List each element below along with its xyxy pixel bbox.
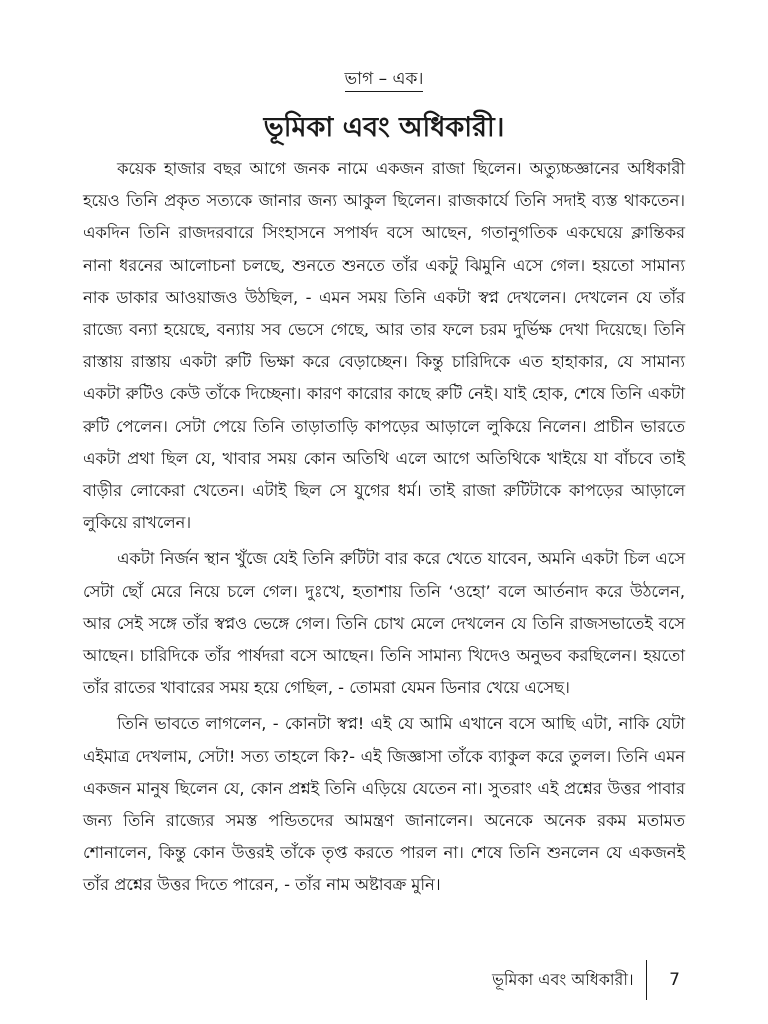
section-label-text: ভাগ – এক। xyxy=(345,69,424,92)
body-text xyxy=(83,153,685,906)
footer-divider xyxy=(646,960,648,1000)
paragraph-2: একটা নির্জন স্থান খুঁজে যেই তিনি রুটিটা বার করে খেতে যাবেন, অমনি একটা চিল এসে সেটা ছোঁ মেরে নিয়ে চলে গেল। দুঃখে, হতাশায় তিনি ‘ওহো’ বলে আর্তনাদ করে উঠলেন, আর সেই সঙ্গে তাঁর স্বপ্নও ভেঙ্গে গেল। তিনি চোখ মেলে দেখলেন যে তিনি রাজসভাতেই বসে আছেন। চারিদিকে তাঁর পার্ষদরা বসে আছেন। তিনি সামান্য খিদেও অনুভব করছিলেন। হয়তো তাঁর রাতের খাবারের সময় হয়ে গেছিল, - তোমরা যেমন ডিনার খেয়ে এসেছ। xyxy=(83,549,685,698)
running-title: ভূমিকা এবং অধিকারী। xyxy=(491,969,634,989)
section-label xyxy=(0,68,768,90)
chapter-title: ভূমিকা এবং অধিকারী। xyxy=(263,112,505,143)
paragraph-3: তিনি ভাবতে লাগলেন, - কোনটা স্বপ্ন! এই যে আমি এখানে বসে আছি এটা, নাকি যেটা এইমাত্র দেখলাম, সেটা! সত্য তাহলে কি?- এই জিজ্ঞাসা তাঁকে ব্যাকুল করে তুলল। তিনি এমন একজন মানুষ ছিলেন যে, কোন প্রশ্নই তিনি এড়িয়ে যেতেন না। সুতরাং এই প্রশ্নের উত্তর পাবার জন্য তিনি রাজ্যের সমস্ত পন্ডিতদের আমন্ত্রণ জানালেন। অনেকে অনেক রকম মতামত শোনালেন, কিন্তু কোন উত্তরই তাঁকে তৃপ্ত করতে পারল না। শেষে তিনি শুনলেন যে একজনই তাঁর প্রশ্নের উত্তর দিতে পারেন, - তাঁর নাম অষ্টাবক্র মুনি। xyxy=(83,714,685,895)
paragraph-1: কয়েক হাজার বছর আগে জনক নামে একজন রাজা ছিলেন। অত্যুচ্চজ্ঞানের অধিকারী হয়েও তিনি প্রকৃত সত্যকে জানার জন্য আকুল ছিলেন। রাজকার্যে তিনি সদাই ব্যস্ত থাকতেন। একদিন তিনি রাজদরবারে সিংহাসনে সপার্ষদ বসে আছেন, গতানুগতিক একঘেয়ে ক্লান্তিকর নানা ধরনের আলোচনা চলছে, শুনতে শুনতে তাঁর একটু ঝিমুনি এসে গেল। হয়তো সামান্য নাক ডাকার আওয়াজও উঠছিল, - এমন সময় তিনি একটা স্বপ্ন দেখলেন। দেখলেন যে তাঁর রাজ্যে বন্যা হয়েছে, বন্যায় সব ভেসে গেছে, আর তার ফলে চরম দুর্ভিক্ষ দেখা দিয়েছে। তিনি রাস্তায় রাস্তায় একটা রুটি ভিক্ষা করে বেড়াচ্ছেন। কিন্তু চারিদিকে এত হাহাকার, যে সামান্য একটা রুটিও কেউ তাঁকে দিচ্ছেনা। কারণ কারোর কাছে রুটি নেই। যাই হোক, শেষে তিনি একটা রুটি পেলেন। সেটা পেয়ে তিনি তাড়াতাড়ি কাপড়ের আড়ালে লুকিয়ে নিলেন। প্রাচীন ভারতে একটা প্রথা ছিল যে, খাবার সময় কোন অতিথি এলে আগে অতিথিকে খাইয়ে যা বাঁচবে তাই বাড়ীর লোকেরা খেতেন। এটাই ছিল সে যুগের ধর্ম। তাই রাজা রুটিটাকে কাপড়ের আড়ালে লুকিয়ে রাখলেন। xyxy=(83,159,685,533)
page-footer xyxy=(492,958,680,1002)
page-number: 7 xyxy=(669,970,680,990)
